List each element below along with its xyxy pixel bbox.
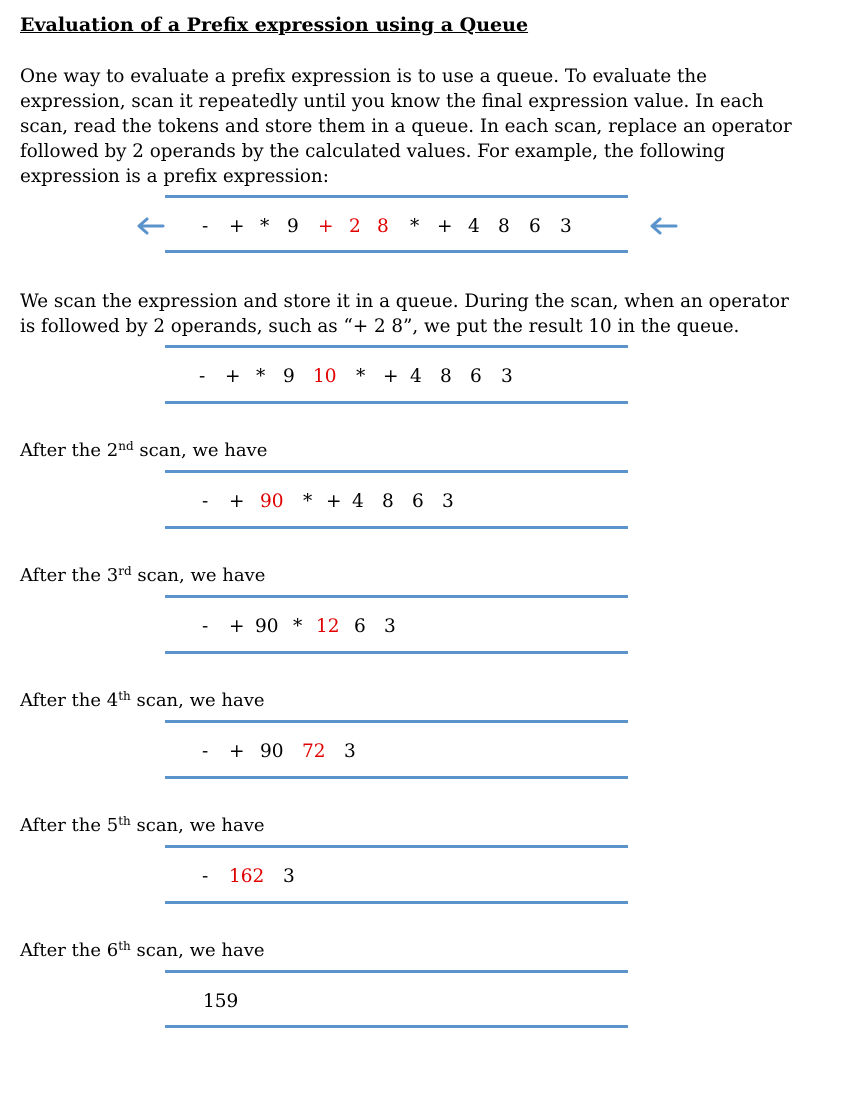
ordinal-suffix: rd: [118, 564, 132, 578]
queue-token: 3: [384, 616, 396, 637]
queue-bottom-line: [165, 250, 628, 253]
queue-bottom-line: [165, 776, 628, 779]
queue-token: 6: [354, 616, 366, 637]
queue-token: 12: [316, 616, 340, 637]
queue-token: +: [318, 216, 334, 237]
queue-token: 3: [442, 491, 454, 512]
queue-token: 90: [260, 741, 284, 762]
queue-top-line: [165, 970, 628, 973]
queue-token: *: [410, 216, 420, 237]
queue-top-line: [165, 720, 628, 723]
scan-label-text: scan, we have: [133, 440, 268, 461]
queue-scan-4: [0, 739, 848, 765]
queue-token: 90: [260, 491, 284, 512]
scan-label: [20, 440, 267, 461]
queue-token: 159: [203, 991, 239, 1012]
queue-token: 3: [560, 216, 572, 237]
intro-line: expression is a prefix expression:: [20, 166, 329, 187]
ordinal-suffix: nd: [118, 439, 134, 453]
scan-label-text: scan, we have: [130, 690, 265, 711]
queue-scan-5: [0, 864, 848, 890]
scan-label-text: scan, we have: [130, 940, 265, 961]
queue-token: *: [260, 216, 270, 237]
queue-token: 162: [229, 866, 265, 887]
queue-initial: [0, 214, 848, 240]
scan-label: [20, 940, 265, 961]
queue-scan-3: [0, 614, 848, 640]
queue-token: +: [229, 741, 245, 762]
queue-token: 6: [470, 366, 482, 387]
queue-token: 8: [382, 491, 394, 512]
scan-label: [20, 690, 265, 711]
left-arrow-icon: [648, 216, 678, 236]
scan-label-text: After the 4: [20, 690, 119, 711]
queue-token: -: [199, 366, 206, 387]
scan-label-text: After the 5: [20, 815, 119, 836]
scan-label-text: scan, we have: [131, 565, 266, 586]
page-title: Evaluation of a Prefix expression using a Queue: [20, 14, 529, 36]
queue-token: 8: [377, 216, 389, 237]
queue-top-line: [165, 470, 628, 473]
queue-token: 3: [501, 366, 513, 387]
queue-token: 8: [440, 366, 452, 387]
queue-scan-6: [0, 989, 848, 1015]
queue-token: 9: [287, 216, 299, 237]
queue-bottom-line: [165, 901, 628, 904]
queue-token: 72: [302, 741, 326, 762]
intro-paragraph: [20, 64, 792, 189]
ordinal-suffix: th: [118, 814, 131, 828]
queue-token: 4: [468, 216, 480, 237]
queue-token: +: [326, 491, 342, 512]
queue-bottom-line: [165, 1025, 628, 1028]
scan-label: [20, 815, 265, 836]
queue-bottom-line: [165, 651, 628, 654]
queue-top-line: [165, 845, 628, 848]
queue-token: +: [437, 216, 453, 237]
queue-scan-2: [0, 489, 848, 515]
scan-label-text: scan, we have: [130, 815, 265, 836]
scan-label-text: After the 6: [20, 940, 119, 961]
scan-explanation: [20, 289, 789, 339]
queue-token: 10: [313, 366, 337, 387]
ordinal-suffix: th: [118, 689, 131, 703]
queue-token: +: [229, 491, 245, 512]
intro-line: One way to evaluate a prefix expression is to use a queue. To evaluate the: [20, 66, 707, 87]
queue-token: +: [229, 216, 245, 237]
queue-token: *: [303, 491, 313, 512]
queue-token: 6: [529, 216, 541, 237]
queue-token: 4: [352, 491, 364, 512]
queue-token: 8: [498, 216, 510, 237]
scan-label: [20, 565, 265, 586]
intro-line: scan, read the tokens and store them in a queue. In each scan, replace an operator: [20, 116, 792, 137]
queue-token: 2: [349, 216, 361, 237]
scan-label-text: After the 3: [20, 565, 119, 586]
queue-bottom-line: [165, 526, 628, 529]
queue-token: 3: [344, 741, 356, 762]
queue-top-line: [165, 345, 628, 348]
queue-token: 6: [412, 491, 424, 512]
queue-token: *: [256, 366, 266, 387]
ordinal-suffix: th: [118, 939, 131, 953]
scan-label-text: After the 2: [20, 440, 119, 461]
queue-bottom-line: [165, 401, 628, 404]
queue-token: +: [383, 366, 399, 387]
queue-token: -: [202, 491, 209, 512]
explanation-line: is followed by 2 operands, such as “+ 2 8”, we put the result 10 in the queue.: [20, 316, 740, 337]
queue-token: *: [293, 616, 303, 637]
queue-token: -: [202, 866, 209, 887]
queue-token: +: [225, 366, 241, 387]
queue-token: *: [356, 366, 366, 387]
queue-token: 9: [283, 366, 295, 387]
queue-top-line: [165, 195, 628, 198]
queue-token: -: [202, 616, 209, 637]
queue-token: 3: [283, 866, 295, 887]
queue-top-line: [165, 595, 628, 598]
explanation-line: We scan the expression and store it in a queue. During the scan, when an operator: [20, 291, 789, 312]
intro-line: followed by 2 operands by the calculated values. For example, the following: [20, 141, 726, 162]
intro-line: expression, scan it repeatedly until you know the final expression value. In each: [20, 91, 764, 112]
queue-token: 90: [255, 616, 279, 637]
queue-token: -: [202, 216, 209, 237]
queue-token: +: [229, 616, 245, 637]
queue-token: -: [202, 741, 209, 762]
queue-token: 4: [410, 366, 422, 387]
queue-scan-1: [0, 364, 848, 390]
